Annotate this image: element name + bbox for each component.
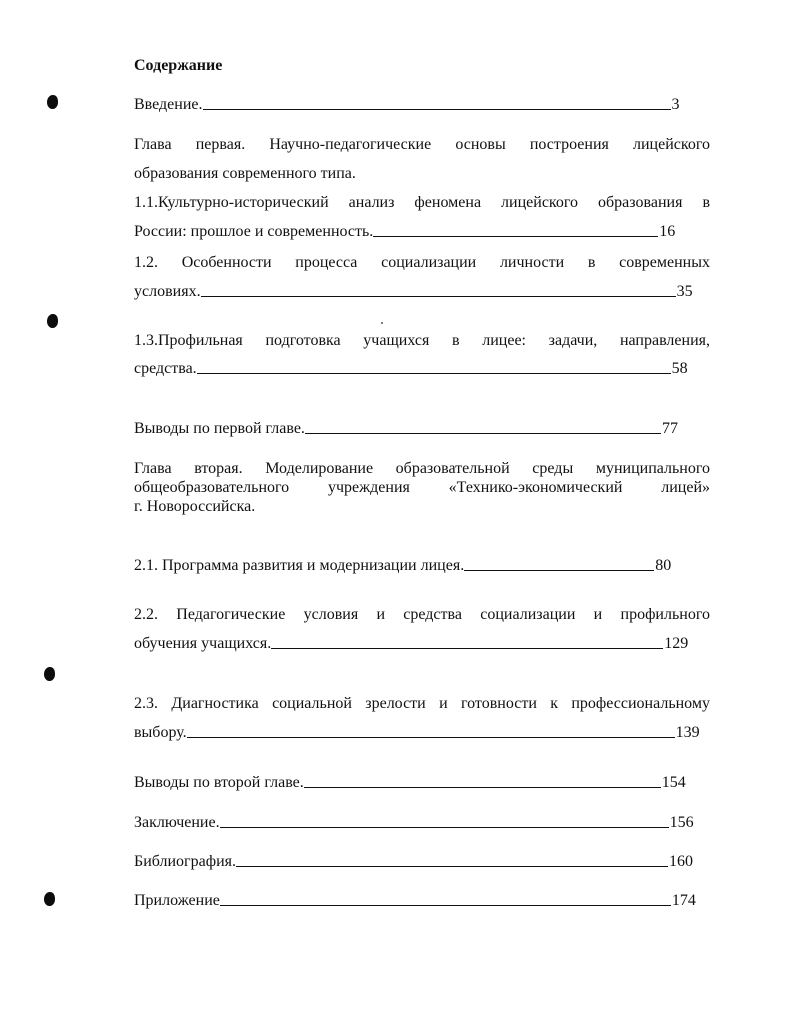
toc-entry-title: выбору. <box>134 724 187 741</box>
toc-section-2-3 <box>134 723 710 742</box>
toc-section-1-2 <box>134 282 710 301</box>
scan-speck <box>381 322 383 324</box>
toc-chapter-2-line-2: общеобразовательного учреждения «Технико-экономический лицей» <box>134 479 710 496</box>
toc-entry-page: 58 <box>671 360 688 377</box>
dotted-leader <box>236 865 668 867</box>
toc-entry-title: Библиография. <box>134 853 236 870</box>
toc-entry-page: 156 <box>669 814 694 831</box>
toc-entry-page: 139 <box>675 724 700 741</box>
toc-section-2-2-line-1: 2.2. Педагогические условия и средства социализации и профильного <box>134 606 710 623</box>
toc-entry-page: 160 <box>669 853 693 870</box>
toc-chapter-1-line-2: образования современного типа. <box>134 165 356 182</box>
toc-entry-page: 3 <box>671 96 680 113</box>
toc-entry-title: Выводы по первой главе. <box>134 420 305 437</box>
toc-entry-appendix <box>134 891 710 910</box>
toc-entry-title: России: прошлое и современность. <box>134 223 374 240</box>
toc-entry-title: обучения учащихся. <box>134 635 272 652</box>
dotted-leader <box>304 786 661 788</box>
dotted-leader <box>197 372 671 374</box>
toc-section-1-1 <box>134 222 710 241</box>
toc-entry-conclusions-chapter-2 <box>134 773 710 792</box>
toc-section-2-2 <box>134 634 710 653</box>
toc-entry-conclusions-chapter-1 <box>134 419 710 438</box>
toc-entry-page: 154 <box>661 774 686 791</box>
toc-entry-title: Приложение <box>134 892 220 909</box>
dotted-leader <box>220 904 671 906</box>
toc-entry-title: средства. <box>134 360 197 377</box>
binding-hole-mark <box>47 314 58 328</box>
dotted-leader <box>305 432 661 434</box>
binding-hole-mark <box>44 667 55 681</box>
toc-entry-conclusion <box>134 813 710 832</box>
toc-entry-title: условиях. <box>134 283 201 300</box>
binding-hole-mark <box>47 95 58 109</box>
toc-section-1-3 <box>134 359 710 378</box>
toc-section-2-1 <box>134 556 710 575</box>
toc-entry-page: 129 <box>664 635 689 652</box>
toc-chapter-1-line-1: Глава первая. Научно-педагогические основы построения лицейского <box>134 136 710 153</box>
toc-entry-title: Введение. <box>134 96 203 113</box>
toc-section-2-3-line-1: 2.3. Диагностика социальной зрелости и готовности к профессиональному <box>134 695 710 712</box>
toc-section-1-3-line-1: 1.3.Профильная подготовка учащихся в лицее: задачи, направления, <box>134 332 710 349</box>
dotted-leader <box>373 235 658 237</box>
toc-entry-page: 80 <box>655 557 672 574</box>
toc-entry-title: Заключение. <box>134 814 220 831</box>
dotted-leader <box>187 736 675 738</box>
toc-heading: Содержание <box>134 57 223 74</box>
toc-chapter-2-line-3: г. Новороссийска. <box>134 498 256 515</box>
toc-entry-page: 174 <box>671 892 696 909</box>
toc-entry-page: 16 <box>659 223 676 240</box>
toc-entry-introduction <box>134 95 710 114</box>
toc-entry-page: 35 <box>676 283 693 300</box>
toc-entry-title: 2.1. Программа развития и модернизации лицея. <box>134 557 465 574</box>
dotted-leader <box>464 569 654 571</box>
dotted-leader <box>203 108 671 110</box>
toc-section-1-1-line-1: 1.1.Культурно-исторический анализ феномена лицейского образования в <box>134 194 710 211</box>
toc-entry-title: Выводы по второй главе. <box>134 774 304 791</box>
toc-chapter-2-line-1: Глава вторая. Моделирование образовательной среды муниципального <box>134 460 710 477</box>
dotted-leader <box>201 295 676 297</box>
dotted-leader <box>220 826 669 828</box>
binding-hole-mark <box>44 892 55 906</box>
dotted-leader <box>271 647 663 649</box>
toc-entry-page: 77 <box>661 420 678 437</box>
toc-entry-bibliography <box>134 852 710 871</box>
toc-section-1-2-line-1: 1.2. Особенности процесса социализации личности в современных <box>134 254 710 271</box>
